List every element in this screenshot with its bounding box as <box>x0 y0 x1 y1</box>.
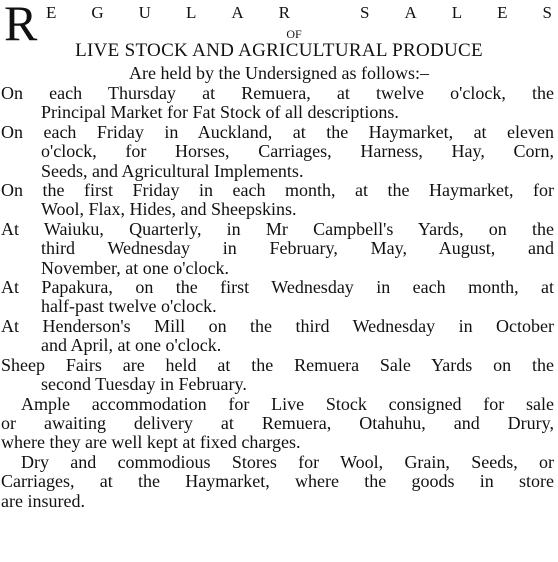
heading-spaced-title <box>46 4 552 22</box>
paragraph-line: On each Thursday at Remuera, at twelve o'clock, the <box>1 83 554 103</box>
heading-letter: S <box>359 3 370 22</box>
heading-letter: E <box>497 3 508 22</box>
paragraph-line: November, at one o'clock. <box>41 257 229 278</box>
paragraph-line: Dry and commodious Stores for Wool, Grain, Seeds, or <box>21 451 554 472</box>
heading-letter: L <box>451 3 463 22</box>
paragraph-line: o'clock, for Horses, Carriages, Harness, Hay, Corn, <box>41 141 554 162</box>
notice-paragraph <box>1 453 554 511</box>
notice-paragraph <box>1 395 554 453</box>
paragraph-line: At Henderson's Mill on the third Wednesday in October <box>1 315 554 336</box>
notice-paragraph <box>1 356 554 395</box>
paragraph-line: At Papakura, on the first Wednesday in each month, at <box>1 277 554 298</box>
paragraph-line: third Wednesday in February, May, August, and <box>41 238 554 259</box>
intro-line: Are held by the Undersigned as follows:– <box>129 63 429 83</box>
paragraph-line: Sheep Fairs are held at the Remuera Sale Yards on the <box>1 354 554 375</box>
paragraph-line: Principal Market for Fat Stock of all descriptions. <box>41 102 399 123</box>
paragraph-line: Ample accommodation for Live Stock consigned for sale <box>21 393 554 414</box>
paragraph-line: where they are well kept at fixed charges. <box>1 432 301 453</box>
notice-paragraph <box>1 123 554 181</box>
heading-letter: L <box>185 3 197 22</box>
notice-paragraph <box>1 220 554 278</box>
paragraph-line: Wool, Flax, Hides, and Sheepskins. <box>41 199 297 220</box>
notice-paragraph <box>1 278 554 317</box>
paragraph-line: second Tuesday in February. <box>41 374 247 395</box>
paragraph-line: are insured. <box>1 490 85 511</box>
heading-letter: R <box>278 3 290 22</box>
heading-initial: R <box>4 0 38 51</box>
heading-letter: G <box>91 3 104 22</box>
paragraph-line: On the first Friday in each month, at the Haymarket, for <box>1 180 554 201</box>
heading-of: OF <box>286 27 302 41</box>
notice-paragraph <box>1 181 554 220</box>
notice-paragraph <box>1 84 554 123</box>
notice-paragraph <box>1 317 554 356</box>
paragraph-line: half-past twelve o'clock. <box>41 296 217 317</box>
subtitle: LIVE STOCK AND AGRICULTURAL PRODUCE <box>75 40 483 61</box>
notice-body <box>1 84 554 511</box>
heading-letter: E <box>46 3 57 22</box>
paragraph-line: or awaiting delivery at Remuera, Otahuhu, and Drury, <box>1 412 554 433</box>
heading-letter: A <box>404 3 417 22</box>
paragraph-line: On each Friday in Auckland, at the Haymarket, at eleven <box>1 121 554 142</box>
paragraph-line: Seeds, and Agricultural Implements. <box>41 160 304 181</box>
heading-letter: U <box>138 3 151 22</box>
paragraph-line: At Waiuku, Quarterly, in Mr Campbell's Yards, on the <box>1 218 554 239</box>
paragraph-line: and April, at one o'clock. <box>41 335 222 356</box>
paragraph-line: Carriages, at the Haymarket, where the goods in store <box>1 471 554 492</box>
heading-letter: S <box>542 3 552 22</box>
heading-letter: A <box>231 3 244 22</box>
